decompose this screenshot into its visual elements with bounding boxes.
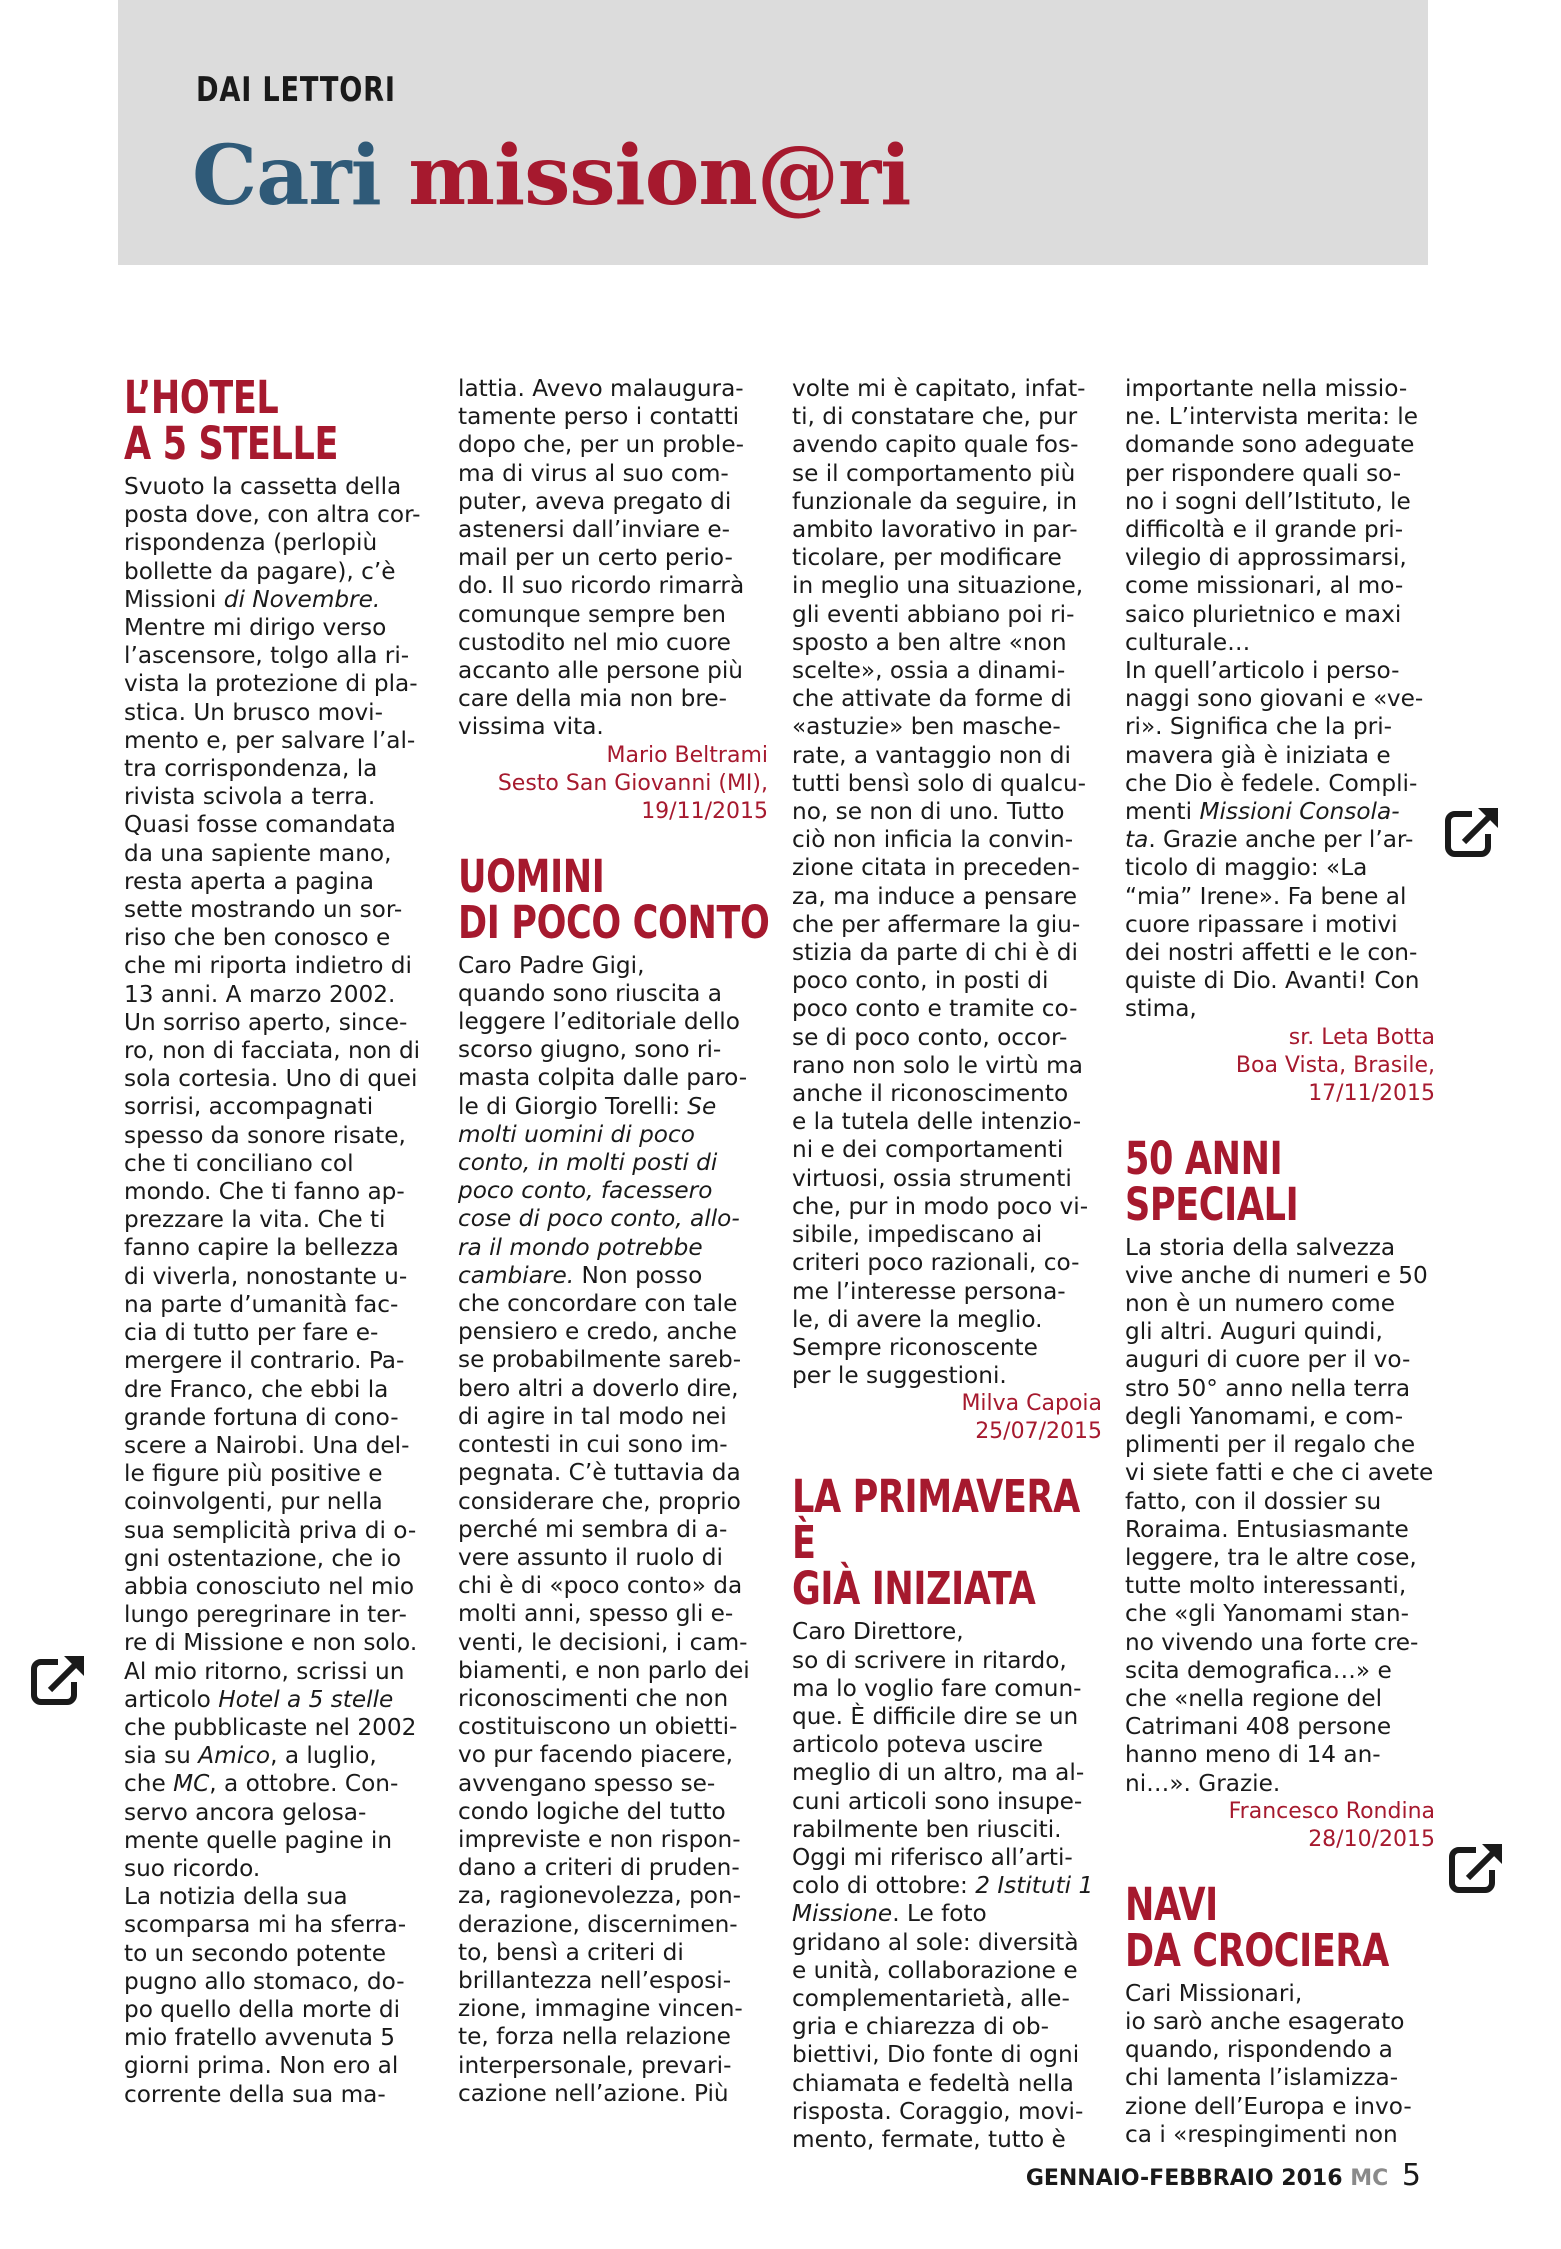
- text-line: per rispondere quali so-: [1125, 459, 1402, 487]
- text-line: se il comportamento più: [792, 459, 1076, 487]
- text-line: dopo che, per un proble-: [458, 431, 745, 459]
- letter-signature-name: Francesco Rondina: [1228, 1798, 1435, 1824]
- text-line: pugno allo stomaco, do-: [124, 1967, 405, 1995]
- text-line: scita demografica…» e: [1125, 1656, 1392, 1684]
- text-line: ro, non di facciata, non di: [124, 1037, 421, 1065]
- text-line: no i sogni dell’Istituto, le: [1125, 487, 1411, 515]
- text-line: perché mi sembra di a-: [458, 1515, 728, 1543]
- text-line: chi lamenta l’islamizza-: [1125, 2064, 1399, 2092]
- text-line: cose di poco conto, allo-: [458, 1205, 740, 1233]
- text-line: culturale…: [1125, 628, 1251, 656]
- text-line: che attivate da forme di: [792, 685, 1072, 713]
- text-line: La storia della salvezza: [1125, 1233, 1396, 1261]
- text-line: menti Missioni Consola-: [1125, 798, 1400, 826]
- text-line: cia di tutto per fare e-: [124, 1319, 379, 1347]
- text-line: da una sapiente mano,: [124, 839, 392, 867]
- text-line: resta aperta a pagina: [124, 867, 375, 895]
- text-line: se probabilmente sareb-: [458, 1346, 742, 1374]
- text-line: Quasi fosse comandata: [124, 811, 396, 839]
- text-line: cazione nell’azione. Più: [458, 2079, 729, 2107]
- text-line: mento e, per salvare l’al-: [124, 726, 416, 754]
- text-line: prezzare la vita. Che ti: [124, 1206, 386, 1234]
- text-line: rano non solo le virtù ma: [792, 1051, 1083, 1079]
- text-line: fanno capire la bellezza: [124, 1234, 399, 1262]
- text-line: mergere il contrario. Pa-: [124, 1347, 405, 1375]
- text-line: comunque sempre ben: [458, 600, 726, 628]
- text-line: chi è di «poco conto» da: [458, 1572, 743, 1600]
- text-line: che «gli Yanomami stan-: [1125, 1600, 1409, 1628]
- text-line: za, ragionevolezza, pon-: [458, 1882, 742, 1910]
- text-line: to, bensì a criteri di: [458, 1938, 684, 1966]
- text-line: che ti conciliano col: [124, 1149, 354, 1177]
- text-line: auguri di cuore per il vo-: [1125, 1346, 1411, 1374]
- text-line: lungo peregrinare in ter-: [124, 1601, 407, 1629]
- text-line: mavera già è iniziata e: [1125, 741, 1391, 769]
- text-line: vo pur facendo piacere,: [458, 1741, 734, 1769]
- text-line: fatto, con il dossier su: [1125, 1487, 1382, 1515]
- page-number: 5: [1401, 2158, 1421, 2193]
- text-line: dano a criteri di pruden-: [458, 1854, 740, 1882]
- text-line: pegnata. C’è tuttavia da: [458, 1459, 741, 1487]
- text-line: e unità, collaborazione e: [792, 1956, 1078, 1984]
- text-line: plimenti per il regalo che: [1125, 1431, 1416, 1459]
- letter-signature-date: 17/11/2015: [1308, 1080, 1435, 1106]
- text-line: di agire in tal modo nei: [458, 1402, 727, 1430]
- text-line: ra il mondo potrebbe: [458, 1233, 703, 1261]
- text-line: gli altri. Auguri quindi,: [1125, 1318, 1383, 1346]
- text-line: leggere l’editoriale dello: [458, 1008, 740, 1036]
- text-line: volte mi è capitato, infat-: [792, 375, 1086, 402]
- text-line: no, se non di uno. Tutto: [792, 798, 1065, 826]
- text-line: gria e chiarezza di ob-: [792, 2013, 1050, 2041]
- issue-date: GENNAIO-FEBBRAIO 2016: [1025, 2166, 1343, 2191]
- letter-body: [792, 1618, 1102, 2154]
- magazine-abbrev: MC: [1350, 2166, 1389, 2191]
- letter-title: LA PRIMAVERA È GIÀ INIZIATA: [792, 1470, 1080, 1616]
- text-line: degli Yanomami, e com-: [1125, 1402, 1404, 1430]
- text-line: ri». Significa che la pri-: [1125, 713, 1393, 741]
- text-line: e la tutela delle intenzio-: [792, 1108, 1082, 1136]
- text-line: domande sono adeguate: [1125, 431, 1415, 459]
- text-line: za, ma induce a pensare: [792, 882, 1078, 910]
- text-line: gni ostentazione, che io: [124, 1544, 402, 1572]
- text-line: venti, le decisioni, i cam-: [458, 1628, 748, 1656]
- text-line: La notizia della sua: [124, 1883, 348, 1911]
- text-line: io sarò anche esagerato: [1125, 2007, 1405, 2035]
- text-line: tutti bensì solo di qualcu-: [792, 769, 1087, 797]
- page-footer: [1026, 2158, 1421, 2193]
- text-line: Al mio ritorno, scrissi un: [124, 1657, 405, 1685]
- text-line: considerare che, proprio: [458, 1487, 741, 1515]
- text-line: sia su Amico, a luglio,: [124, 1742, 377, 1770]
- text-line: posta dove, con altra cor-: [124, 501, 421, 529]
- text-line: coinvolgenti, pur nella: [124, 1488, 383, 1516]
- text-line: sola cortesia. Uno di quei: [124, 1065, 418, 1093]
- text-line: riconoscimenti che non: [458, 1684, 729, 1712]
- text-line: po quello della morte di: [124, 1995, 401, 2023]
- letter-title: L’HOTEL A 5 STELLE: [124, 371, 339, 470]
- text-line: “mia” Irene». Fa bene al: [1125, 882, 1407, 910]
- share-external-icon[interactable]: [28, 1648, 92, 1712]
- text-line: avvengano spesso se-: [458, 1769, 716, 1797]
- text-line: mondo. Che ti fanno ap-: [124, 1178, 405, 1206]
- text-line: In quell’articolo i perso-: [1125, 657, 1400, 685]
- text-line: molti anni, spesso gli e-: [458, 1600, 734, 1628]
- text-line: poco conto e tramite co-: [792, 995, 1078, 1023]
- text-line: bero altri a doverlo dire,: [458, 1374, 739, 1402]
- text-line: virtuosi, ossia strumenti: [792, 1164, 1072, 1192]
- text-line: sette mostrando un sor-: [124, 896, 403, 924]
- text-line: avendo capito quale fos-: [792, 431, 1079, 459]
- text-line: conto, in molti posti di: [458, 1149, 718, 1177]
- letter-signature-date: 19/11/2015: [641, 798, 768, 824]
- text-line: zione citata in preceden-: [792, 854, 1080, 882]
- text-line: quiste di Dio. Avanti! Con: [1125, 967, 1420, 995]
- text-line: stima,: [1125, 995, 1197, 1023]
- letter-body: [124, 473, 434, 2109]
- text-line: impreviste e non rispon-: [458, 1825, 741, 1853]
- text-line: scelte», ossia a dinami-: [792, 657, 1066, 685]
- column-3: [792, 375, 1102, 2154]
- text-line: mail per un certo perio-: [458, 544, 733, 572]
- text-line: che Dio è fedele. Compli-: [1125, 769, 1418, 797]
- text-line: se di poco conto, occor-: [792, 1023, 1068, 1051]
- text-line: tamente perso i contatti: [458, 403, 740, 431]
- text-line: contesti in cui sono im-: [458, 1431, 728, 1459]
- text-line: pensiero e credo, anche: [458, 1318, 737, 1346]
- text-line: puter, aveva pregato di: [458, 487, 732, 515]
- text-line: mio fratello avvenuta 5: [124, 2024, 396, 2052]
- text-line: sorrisi, accompagnati: [124, 1093, 374, 1121]
- text-line: articolo poteva uscire: [792, 1731, 1044, 1759]
- page-title-part1: Cari: [192, 128, 409, 224]
- text-line: scorso giugno, sono ri-: [458, 1036, 722, 1064]
- text-line: biamenti, e non parlo dei: [458, 1656, 750, 1684]
- text-line: que. È difficile dire se un: [792, 1702, 1079, 1730]
- text-line: no vivendo una forte cre-: [1125, 1628, 1419, 1656]
- text-line: funzionale da seguire, in: [792, 487, 1078, 515]
- text-line: poco conto, in posti di: [792, 967, 1049, 995]
- text-line: suo ricordo.: [124, 1854, 261, 1882]
- text-line: to un secondo potente: [124, 1939, 386, 1967]
- text-line: scere a Nairobi. Una del-: [124, 1431, 410, 1459]
- text-line: «astuzie» ben masche-: [792, 713, 1061, 741]
- text-line: do. Il suo ricordo rimarrà: [458, 572, 745, 600]
- column-4: [1125, 375, 1435, 2149]
- text-line: che concordare con tale: [458, 1290, 738, 1318]
- text-line: condo logiche del tutto: [458, 1797, 726, 1825]
- text-line: naggi sono giovani e «ve-: [1125, 685, 1424, 713]
- text-line: chiamata e fedeltà nella: [792, 2069, 1074, 2097]
- text-line: che per affermare la giu-: [792, 910, 1081, 938]
- text-line: ni e dei comportamenti: [792, 1136, 1064, 1164]
- text-line: risposta. Coraggio, movi-: [792, 2097, 1084, 2125]
- text-line: so di scrivere in ritardo,: [792, 1646, 1067, 1674]
- text-line: corrente della sua ma-: [124, 2080, 386, 2108]
- text-line: cuni articoli sono insupe-: [792, 1787, 1083, 1815]
- letter-signature-name: sr. Leta Botta: [1288, 1024, 1435, 1050]
- text-line: vive anche di numeri e 50: [1125, 1261, 1428, 1289]
- text-line: te, forza nella relazione: [458, 2023, 731, 2051]
- letter-signature-date: 25/07/2015: [975, 1419, 1102, 1445]
- text-line: giorni prima. Non ero al: [124, 2052, 399, 2080]
- letter-signature-date: 28/10/2015: [1308, 1826, 1435, 1852]
- text-line: riso che ben conosco e: [124, 924, 391, 952]
- text-line: ambito lavorativo in par-: [792, 516, 1078, 544]
- letter-signature-name: Milva Capoia: [961, 1391, 1102, 1417]
- text-line: ticolo di maggio: «La: [1125, 854, 1368, 882]
- text-line: l’ascensore, tolgo alla ri-: [124, 642, 410, 670]
- text-line: in meglio una situazione,: [792, 572, 1084, 600]
- text-line: costituiscono un obietti-: [458, 1713, 738, 1741]
- text-line: me l’interesse persona-: [792, 1277, 1066, 1305]
- text-line: Oggi mi riferisco all’arti-: [792, 1843, 1073, 1871]
- text-line: meglio di un altro, ma al-: [792, 1759, 1085, 1787]
- text-line: criteri poco razionali, co-: [792, 1249, 1080, 1277]
- text-line: non è un numero come: [1125, 1290, 1395, 1318]
- text-line: dre Franco, che ebbi la: [124, 1375, 389, 1403]
- text-line: interpersonale, prevari-: [458, 2051, 732, 2079]
- text-line: gridano al sole: diversità: [792, 1928, 1079, 1956]
- text-line: tra corrispondenza, la: [124, 755, 378, 783]
- text-line: sposto a ben altre «non: [792, 628, 1067, 656]
- letter-signature-name: Mario Beltrami: [606, 742, 768, 768]
- text-line: sibile, impediscano ai: [792, 1221, 1043, 1249]
- text-line: che, pur in modo poco vi-: [792, 1192, 1089, 1220]
- text-line: rivista scivola a terra.: [124, 783, 376, 811]
- text-line: tutte molto interessanti,: [1125, 1572, 1407, 1600]
- text-line: vista la protezione di pla-: [124, 670, 418, 698]
- text-line: quando sono riuscita a: [458, 979, 722, 1007]
- text-line: sua semplicità priva di o-: [124, 1516, 417, 1544]
- text-line: cuore ripassare i motivi: [1125, 910, 1398, 938]
- text-line: ticolare, per modificare: [792, 544, 1062, 572]
- text-line: zione, immagine vincen-: [458, 1995, 743, 2023]
- column-2: [458, 375, 768, 2108]
- letter-signature-place: Boa Vista, Brasile,: [1235, 1052, 1435, 1078]
- text-line: Mentre mi dirigo verso: [124, 614, 387, 642]
- text-line: masta colpita dalle paro-: [458, 1064, 748, 1092]
- text-line: grande fortuna di cono-: [124, 1403, 399, 1431]
- text-line: ma lo voglio fare comun-: [792, 1674, 1082, 1702]
- text-line: rate, a vantaggio non di: [792, 741, 1071, 769]
- text-line: colo di ottobre: 2 Istituti 1: [792, 1872, 1094, 1900]
- text-line: brillantezza nell’esposi-: [458, 1966, 732, 1994]
- text-line: di viverla, nonostante u-: [124, 1262, 408, 1290]
- text-line: saico plurietnico e maxi: [1125, 600, 1402, 628]
- text-line: Catrimani 408 persone: [1125, 1713, 1392, 1741]
- text-line: accanto alle persone più: [458, 657, 743, 685]
- text-line: mente quelle pagine in: [124, 1826, 393, 1854]
- share-external-icon[interactable]: [1446, 1836, 1510, 1900]
- text-line: bollette da pagare), c’è: [124, 557, 396, 585]
- letter-body: [1125, 375, 1435, 1024]
- text-line: zione dell’Europa e invo-: [1125, 2092, 1412, 2120]
- text-line: astenersi dall’inviare e-: [458, 516, 731, 544]
- text-line: vi siete fatti e che ci avete: [1125, 1459, 1434, 1487]
- text-line: vissima vita.: [458, 713, 604, 741]
- letter-body: [458, 375, 768, 742]
- text-line: lattia. Avevo malaugura-: [458, 375, 744, 402]
- text-line: le di Giorgio Torelli: Se: [458, 1092, 717, 1120]
- text-line: Sempre riconoscente: [792, 1333, 1038, 1361]
- text-line: cambiare. Non posso: [458, 1261, 703, 1289]
- text-line: ni…». Grazie.: [1125, 1769, 1281, 1797]
- text-line: molti uomini di poco: [458, 1120, 695, 1148]
- text-line: leggere, tra le altre cose,: [1125, 1543, 1417, 1571]
- page-title-part2: mission@ri: [408, 128, 911, 224]
- text-line: stizia da parte di chi è di: [792, 939, 1078, 967]
- text-line: le, di avere la meglio.: [792, 1305, 1043, 1333]
- letter-body: [1125, 1980, 1435, 2149]
- column-1: [124, 371, 434, 2109]
- text-line: Roraima. Entusiasmante: [1125, 1515, 1409, 1543]
- text-line: importante nella missio-: [1125, 375, 1408, 402]
- letter-title: UOMINI DI POCO CONTO: [458, 849, 770, 949]
- text-line: che mi riporta indietro di: [124, 952, 412, 980]
- text-line: Missioni di Novembre.: [124, 585, 381, 613]
- text-line: che pubblicaste nel 2002: [124, 1713, 417, 1741]
- text-line: Missione. Le foto: [792, 1900, 987, 1928]
- text-line: come missionari, al mo-: [1125, 572, 1404, 600]
- text-line: difficoltà e il grande pri-: [1125, 516, 1404, 544]
- text-line: che MC, a ottobre. Con-: [124, 1770, 399, 1798]
- letter-body: [792, 375, 1102, 1390]
- page-title: [192, 128, 910, 224]
- text-line: ne. L’intervista merita: le: [1125, 403, 1418, 431]
- text-line: vere assunto il ruolo di: [458, 1543, 723, 1571]
- section-label: DAI LETTORI: [196, 70, 396, 110]
- text-line: per le suggestioni.: [792, 1362, 1007, 1390]
- text-line: ti, di constatare che, pur: [792, 403, 1078, 431]
- text-line: ta. Grazie anche per l’ar-: [1125, 826, 1414, 854]
- text-line: rispondenza (perlopiù: [124, 529, 378, 557]
- text-line: spesso da sonore risate,: [124, 1121, 406, 1149]
- text-line: dei nostri affetti e le con-: [1125, 939, 1418, 967]
- text-line: scomparsa mi ha sferra-: [124, 1911, 407, 1939]
- text-line: vilegio di approssimarsi,: [1125, 544, 1407, 572]
- text-line: Svuoto la cassetta della: [124, 473, 402, 500]
- text-line: rabilmente ben riusciti.: [792, 1815, 1062, 1843]
- letter-signature-place: Sesto San Giovanni (MI),: [497, 770, 768, 796]
- text-line: servo ancora gelosa-: [124, 1798, 367, 1826]
- text-line: care della mia non bre-: [458, 685, 727, 713]
- text-line: Caro Padre Gigi,: [458, 951, 645, 979]
- text-line: che «nella regione del: [1125, 1684, 1383, 1712]
- text-line: ciò non inficia la convin-: [792, 826, 1074, 854]
- text-line: stro 50° anno nella terra: [1125, 1374, 1411, 1402]
- text-line: gli eventi abbiano poi ri-: [792, 600, 1075, 628]
- share-external-icon[interactable]: [1442, 800, 1506, 864]
- text-line: ma di virus al suo com-: [458, 459, 729, 487]
- text-line: derazione, discernimen-: [458, 1910, 738, 1938]
- text-line: Cari Missionari,: [1125, 1979, 1303, 2007]
- text-line: Caro Direttore,: [792, 1618, 964, 1646]
- text-line: le figure più positive e: [124, 1460, 383, 1488]
- text-line: re di Missione e non solo.: [124, 1629, 418, 1657]
- letter-title: 50 ANNI SPECIALI: [1125, 1131, 1299, 1231]
- text-line: 13 anni. A marzo 2002.: [124, 980, 396, 1008]
- letter-title: NAVI DA CROCIERA: [1125, 1877, 1389, 1977]
- text-line: poco conto, facessero: [458, 1177, 713, 1205]
- text-line: mento, fermate, tutto è: [792, 2125, 1066, 2153]
- letter-body: [458, 952, 768, 2108]
- text-line: na parte d’umanità fac-: [124, 1290, 399, 1318]
- text-line: ca i «respingimenti non: [1125, 2120, 1398, 2148]
- text-line: abbia conosciuto nel mio: [124, 1572, 415, 1600]
- text-line: anche il riconoscimento: [792, 1080, 1069, 1108]
- text-line: articolo Hotel a 5 stelle: [124, 1685, 394, 1713]
- letter-body: [1125, 1234, 1435, 1798]
- text-line: Un sorriso aperto, since-: [124, 1008, 408, 1036]
- text-line: custodito nel mio cuore: [458, 628, 731, 656]
- text-line: biettivi, Dio fonte di ogni: [792, 2041, 1080, 2069]
- text-line: quando, rispondendo a: [1125, 2036, 1393, 2064]
- text-line: hanno meno di 14 an-: [1125, 1741, 1381, 1769]
- text-line: complementarietà, alle-: [792, 1984, 1070, 2012]
- text-line: stica. Un brusco movi-: [124, 698, 383, 726]
